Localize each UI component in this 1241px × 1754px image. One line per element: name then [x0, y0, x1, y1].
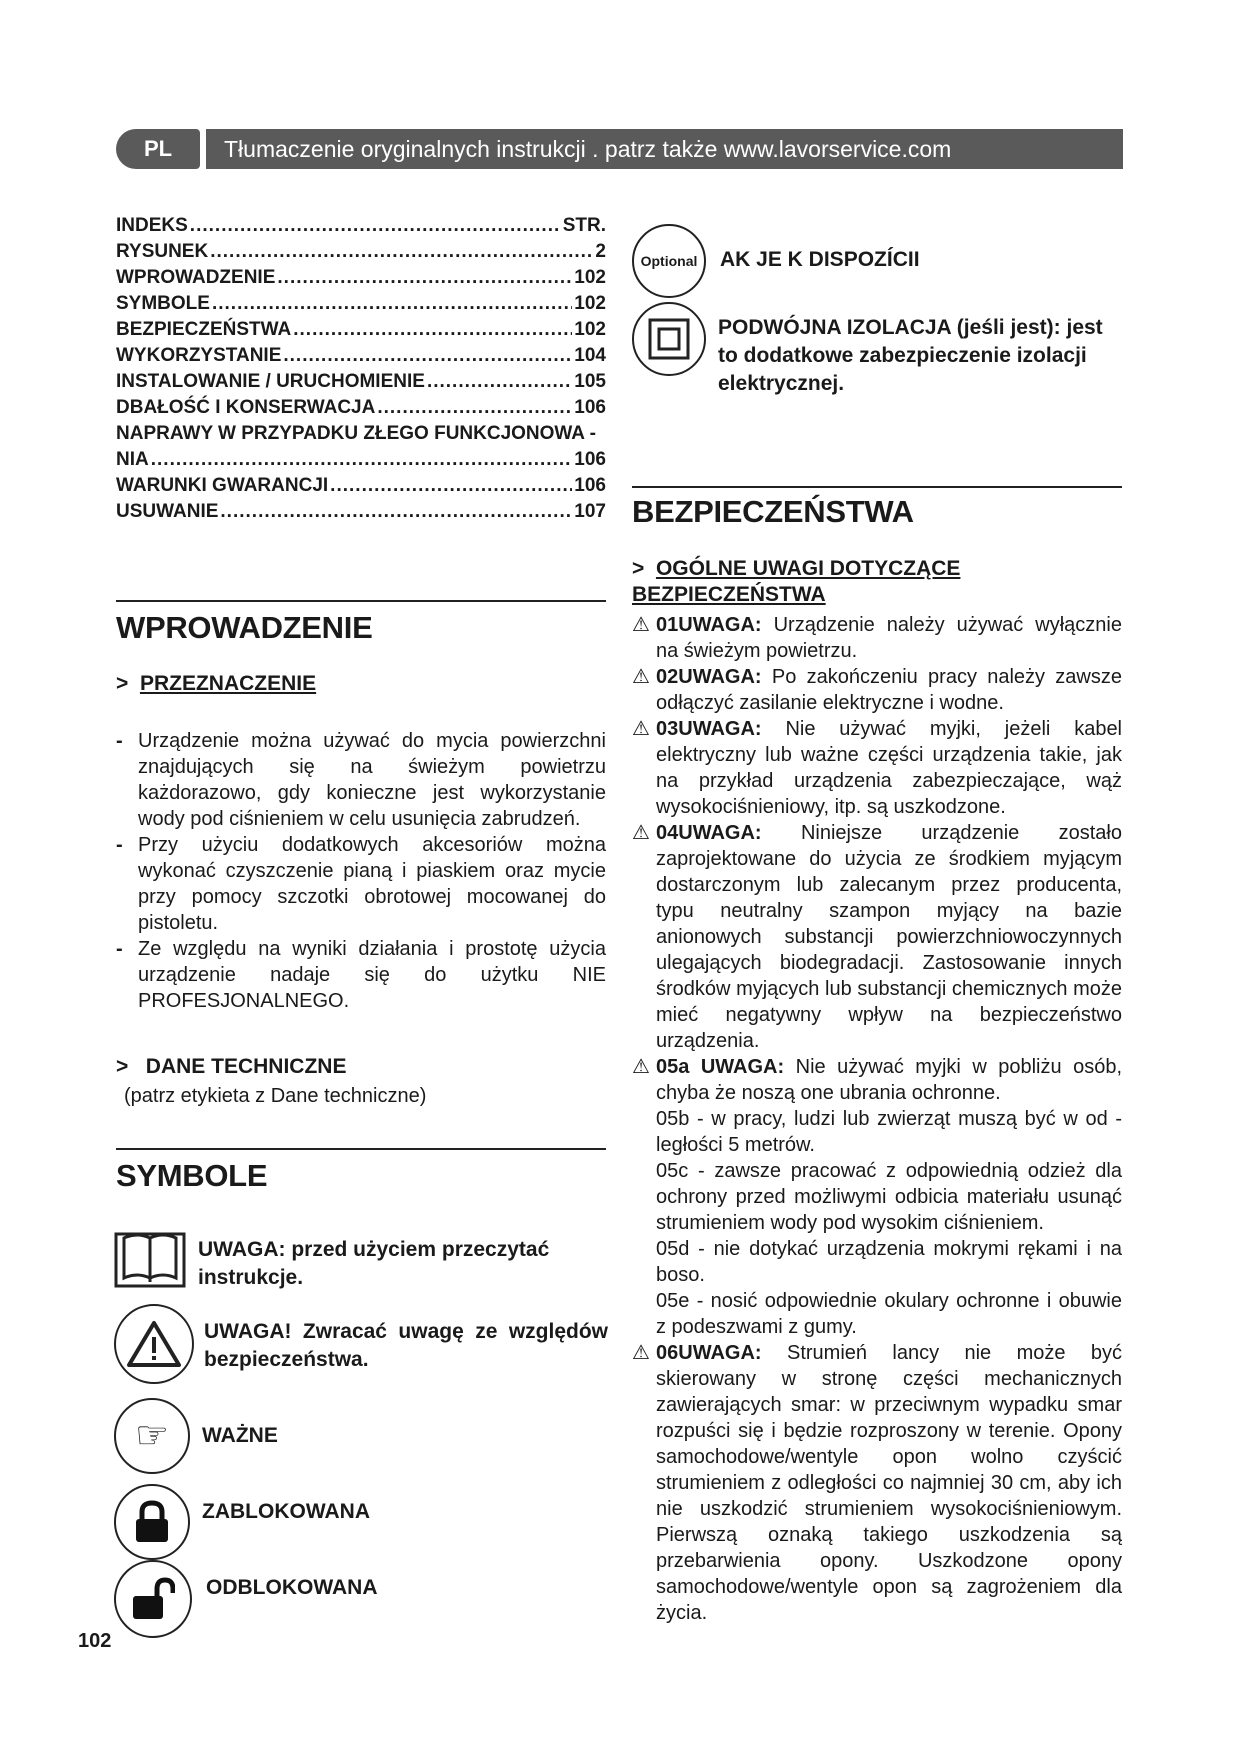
tech-data-heading: > DANE TECHNICZNE: [116, 1055, 347, 1078]
warning-item: ⚠ 06UWAGA: Strumień lancy nie może być skierowany w stronę części mechanicznych zawierających smar: w przeciwnym wypadku smar rozpuści się i będzie rozproszony w terenie. Opony samochodowe/wentyle opon wolno czyścić strumieniem z odległości co najmniej 30 cm, aby ich nie uszkodzić strumieniem wysokociśnieniowym. Pierwszą oznaką takiego uszkodzenia są przebarwienia opony. Uszkodzone opony samochodowe/wentyle opon są zagrożeniem dla życia.: [632, 1342, 1122, 1624]
sub-item: 05b - w pracy, ludzi lub zwierząt muszą być w od - ległości 5 metrów.: [656, 1108, 1122, 1156]
toc-row[interactable]: INSTALOWANIE / URUCHOMIENIE ..... 105: [116, 369, 606, 395]
page-number: 102: [78, 1630, 112, 1652]
symbol-read-instructions: UWAGA: przed użyciem przeczytać instrukcje.: [198, 1238, 550, 1289]
unlocked-padlock-icon: [114, 1560, 192, 1638]
toc-row[interactable]: USUWANIE ..... 107: [116, 499, 606, 525]
warning-item: ⚠ 01UWAGA: Urządzenie należy używać wyłącznie na świeżym powietrzu.: [632, 614, 1122, 662]
toc-row[interactable]: WPROWADZENIE ..... 102: [116, 265, 606, 291]
toc-row[interactable]: WARUNKI GWARANCJI ..... 106: [116, 473, 606, 499]
warning-item: ⚠ 02UWAGA: Po zakończeniu pracy należy zawsze odłączyć zasilanie elektryczne i wodne.: [632, 666, 1123, 714]
locked-padlock-icon: [114, 1484, 190, 1560]
sub-item: 05e - nosić odpowiednie okulary ochronne i obuwie z podeszwami z gumy.: [656, 1290, 1122, 1338]
toc-row[interactable]: DBAŁOŚĆ I KONSERWACJA ..... 106: [116, 395, 606, 421]
symbol-unlocked: ODBLOKOWANA: [206, 1576, 378, 1599]
sub-item: 05c - zawsze pracować z odpowiednią odzież dla ochrony przed możliwymi odbicia materiału usunąć strumieniem wody pod wysokim ciśnieniem.: [656, 1160, 1122, 1234]
toc-row[interactable]: INDEKS ..... STR.: [116, 213, 606, 239]
warning-triangle-icon: ⚠: [632, 614, 650, 636]
general-safety-heading: > OGÓLNE UWAGI DOTYCZĄCE BEZPIECZEŃSTWA: [632, 557, 961, 606]
language-badge: PL: [116, 129, 200, 169]
safety-warnings: [632, 612, 1122, 1626]
warning-triangle-icon: ⚠: [632, 1342, 650, 1364]
optional-icon: Optional: [632, 224, 706, 298]
section-divider: [116, 600, 606, 602]
symbols-heading: SYMBOLE: [116, 1158, 268, 1193]
header-title: Tłumaczenie oryginalnych instrukcji . patrz także www.lavorservice.com: [206, 129, 1123, 169]
section-divider: [116, 1148, 606, 1150]
toc-row[interactable]: NIA ..... 106: [116, 447, 606, 473]
toc-row[interactable]: SYMBOLE ..... 102: [116, 291, 606, 317]
toc-row[interactable]: WYKORZYSTANIE ..... 104: [116, 343, 606, 369]
symbol-optional: AK JE K DISPOZÍCII: [720, 248, 920, 271]
warning-item: ⚠ 04UWAGA: Niniejsze urządzenie zostało zaprojektowane do użycia ze środkiem myjącym dostarczonym lub zalecanym przez producenta, typu neutralny szampon myjący na bazie anionowych substancji powierzchniowoczynnych ulegających biodegradacji. Zastosowanie innych środków myjących lub substancji chemicznych może mieć negatywny wpływ na bezpieczeństwo urządzenia.: [632, 822, 1122, 1052]
symbol-safety-attention: UWAGA! Zwracać uwagę ze względów bezpieczeństwa.: [204, 1320, 608, 1371]
list-item: - Przy użyciu dodatkowych akcesoriów można wykonać czyszczenie pianą i piaskiem oraz mycie przy pomocy szczotki obrotowej mocowanej do pistoletu.: [116, 834, 606, 934]
symbol-locked: ZABLOKOWANA: [202, 1500, 370, 1523]
toc-row[interactable]: NAPRAWY W PRZYPADKU ZŁEGO FUNKCJONOWA -: [116, 423, 596, 444]
safety-heading: BEZPIECZEŃSTWA: [632, 494, 914, 529]
intro-heading: WPROWADZENIE: [116, 610, 373, 645]
warning-triangle-icon: [114, 1304, 194, 1384]
list-item: - Ze względu na wyniki działania i prostotę użycia urządzenie nadaje się do użytku NIE PROFESJONALNEGO.: [116, 938, 606, 1012]
double-insulation-icon: [632, 302, 706, 376]
table-of-contents: [116, 213, 606, 525]
sub-item: 05d - nie dotykać urządzenia mokrymi rękami i na boso.: [656, 1238, 1122, 1286]
warning-triangle-icon: ⚠: [632, 718, 650, 740]
warning-item: ⚠ 05a UWAGA: Nie używać myjki w pobliżu osób, chyba że noszą one ubrania ochronne.: [632, 1056, 1123, 1104]
toc-row[interactable]: RYSUNEK ..... 2: [116, 239, 606, 265]
tech-data-text: (patrz etykieta z Dane techniczne): [124, 1085, 427, 1107]
section-divider: [632, 486, 1122, 488]
warning-triangle-icon: ⚠: [632, 822, 650, 844]
warning-item: ⚠ 03UWAGA: Nie używać myjki, jeżeli kabel elektryczny lub ważne części urządzenia takie, jak na przykład urządzenia zabezpieczające, wąż wysokociśnieniowy, itp. są uszkodzone.: [632, 718, 1123, 818]
symbol-double-insulation: PODWÓJNA IZOLACJA (jeśli jest): jest to dodatkowe zabezpieczenie izolacji elektrycznej.: [718, 316, 1103, 395]
purpose-heading: > PRZEZNACZENIE: [116, 672, 317, 695]
list-item: - Urządzenie można używać do mycia powierzchni znajdujących się na świeżym powietrzu każdorazowo, gdy konieczne jest wykorzystanie wody pod ciśnieniem w celu usunięcia zabrudzeń.: [116, 730, 606, 830]
purpose-list: [116, 728, 606, 1014]
pointing-hand-icon: ☞: [114, 1398, 190, 1474]
warning-triangle-icon: ⚠: [632, 666, 650, 688]
toc-row[interactable]: BEZPIECZEŃSTWA ..... 102: [116, 317, 606, 343]
symbol-important: WAŻNE: [202, 1424, 278, 1447]
book-icon: [114, 1228, 186, 1290]
warning-triangle-icon: ⚠: [632, 1056, 650, 1078]
